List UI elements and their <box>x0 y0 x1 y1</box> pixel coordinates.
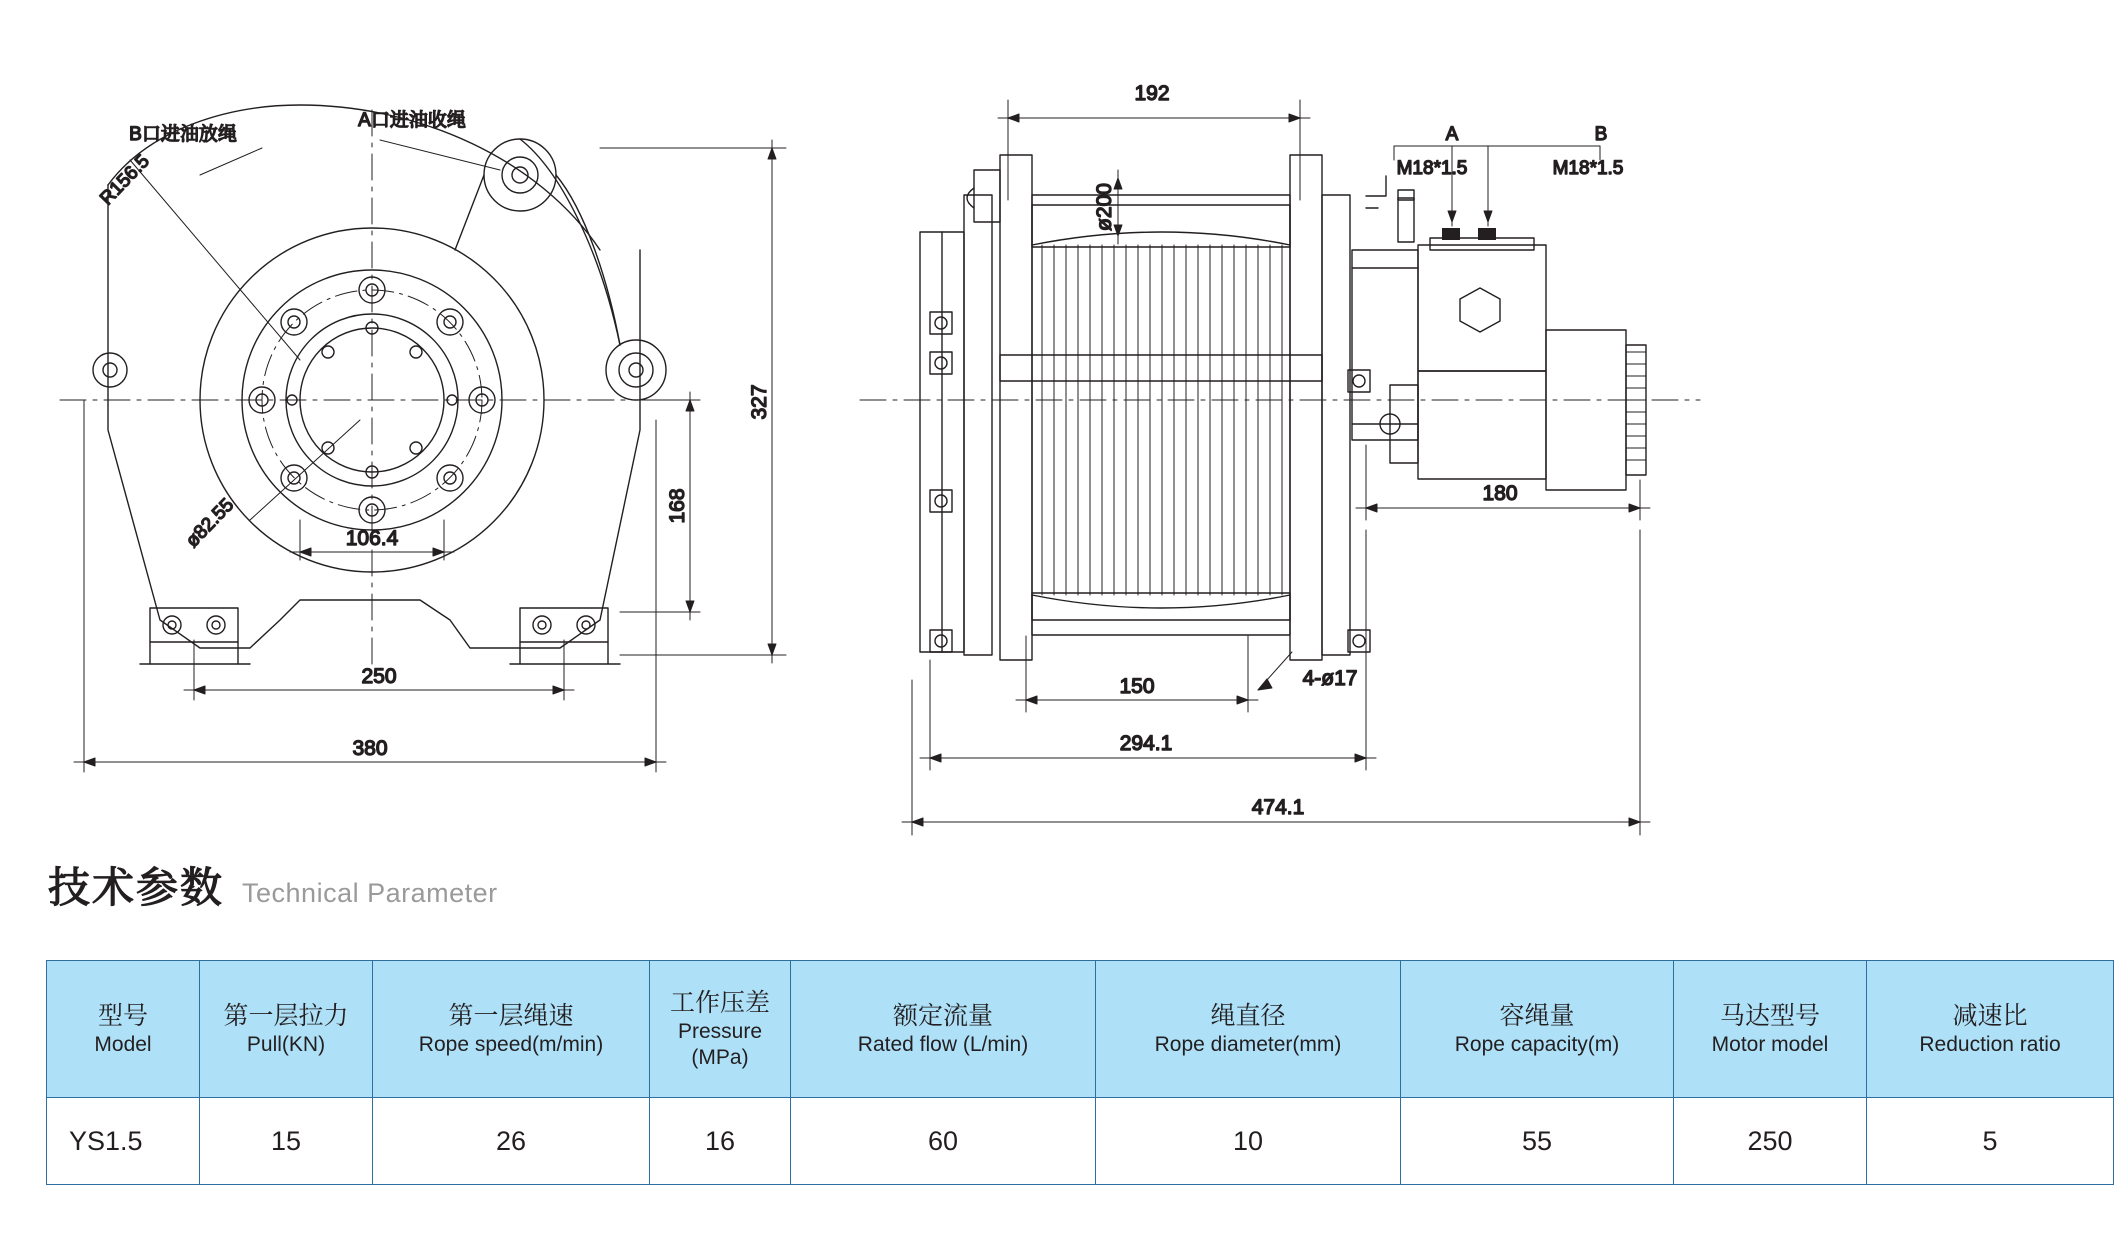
column-header-rated-flow-cn: 额定流量 <box>892 1001 993 1030</box>
section-title-en: Technical Parameter <box>242 878 498 908</box>
dim-192: 192 <box>1134 82 1170 105</box>
table-row <box>47 1098 2114 1185</box>
table-header <box>47 961 2114 1098</box>
column-header-pressure <box>650 961 791 1098</box>
column-header-pull-cn: 第一层拉力 <box>223 1001 349 1030</box>
column-header-rope-speed-en: Rope speed(m/min) <box>418 1032 604 1056</box>
column-header-model-cn: 型号 <box>97 1001 148 1030</box>
table-header-row <box>47 961 2114 1098</box>
column-header-pull <box>200 961 373 1098</box>
dim-dia-200: ø200 <box>1093 183 1116 231</box>
front-view-callouts <box>130 140 500 520</box>
front-view-geometry <box>60 105 690 672</box>
column-header-pressure-cn: 工作压差 <box>669 988 770 1017</box>
column-header-motor-model-en: Motor model <box>1711 1032 1829 1056</box>
label-port-a: A口进油收绳 <box>358 110 466 131</box>
cell-rope-speed: 26 <box>373 1098 650 1185</box>
column-header-pressure-en: Pressure <box>677 1020 763 1044</box>
column-header-reduction-ratio <box>1867 961 2114 1098</box>
dim-250: 250 <box>361 665 397 688</box>
column-header-model <box>47 961 200 1098</box>
column-header-rope-speed-cn: 第一层绳速 <box>448 1001 574 1030</box>
dim-106-4: 106.4 <box>345 527 399 550</box>
label-bolt-circle: ø82.55 <box>181 494 239 552</box>
label-radius: R156.5 <box>96 150 154 210</box>
cell-pressure: 16 <box>650 1098 791 1185</box>
column-header-rope-capacity <box>1401 961 1674 1098</box>
dim-294-1: 294.1 <box>1119 732 1173 755</box>
cell-reduction-ratio: 5 <box>1867 1098 2114 1185</box>
side-view-geometry <box>860 155 1700 660</box>
label-port-a-side: A <box>1445 124 1459 145</box>
column-header-motor-model-cn: 马达型号 <box>1719 1001 1820 1030</box>
front-view-dimensions <box>74 140 786 772</box>
side-view-labels <box>1093 82 1623 819</box>
front-view-labels <box>96 109 771 760</box>
cell-rated-flow: 60 <box>791 1098 1096 1185</box>
label-thread-b: M18*1.5 <box>1552 158 1624 179</box>
dim-150: 150 <box>1119 675 1155 698</box>
label-port-b-side: B <box>1594 124 1608 145</box>
cell-model: YS1.5 <box>47 1098 200 1185</box>
column-header-pull-en: Pull(KN) <box>246 1032 326 1056</box>
cell-motor-model: 250 <box>1674 1098 1867 1185</box>
side-view-dimensions <box>902 100 1650 835</box>
technical-parameter-table <box>46 960 2114 1185</box>
column-header-rope-capacity-en: Rope capacity(m) <box>1454 1032 1620 1056</box>
dim-180: 180 <box>1482 482 1518 505</box>
cell-rope-diameter: 10 <box>1096 1098 1401 1185</box>
column-header-rated-flow-en: Rated flow (L/min) <box>857 1032 1029 1056</box>
column-header-reduction-ratio-cn: 减速比 <box>1952 1001 2028 1030</box>
section-heading <box>48 855 498 915</box>
column-header-rope-diameter-en: Rope diameter(mm) <box>1154 1032 1342 1056</box>
column-header-model-en: Model <box>94 1032 152 1056</box>
dim-327: 327 <box>748 384 771 420</box>
cell-rope-capacity: 55 <box>1401 1098 1674 1185</box>
dim-474-1: 474.1 <box>1251 796 1305 819</box>
dim-380: 380 <box>352 737 388 760</box>
dim-168: 168 <box>666 488 689 524</box>
label-holes: 4-ø17 <box>1302 667 1358 690</box>
column-header-rated-flow <box>791 961 1096 1098</box>
column-header-rope-diameter <box>1096 961 1401 1098</box>
label-port-b: B口进油放绳 <box>129 124 237 145</box>
column-header-rope-speed <box>373 961 650 1098</box>
column-header-motor-model <box>1674 961 1867 1098</box>
table-body <box>47 1098 2114 1185</box>
column-header-reduction-ratio-en: Reduction ratio <box>1919 1032 2061 1056</box>
cell-pull: 15 <box>200 1098 373 1185</box>
column-header-rope-capacity-cn: 容绳量 <box>1499 1001 1575 1030</box>
section-title-cn: 技术参数 <box>48 864 225 911</box>
column-header-pressure-unit: (MPa) <box>691 1045 749 1069</box>
column-header-rope-diameter-cn: 绳直径 <box>1210 1001 1286 1030</box>
label-thread-a: M18*1.5 <box>1396 158 1468 179</box>
